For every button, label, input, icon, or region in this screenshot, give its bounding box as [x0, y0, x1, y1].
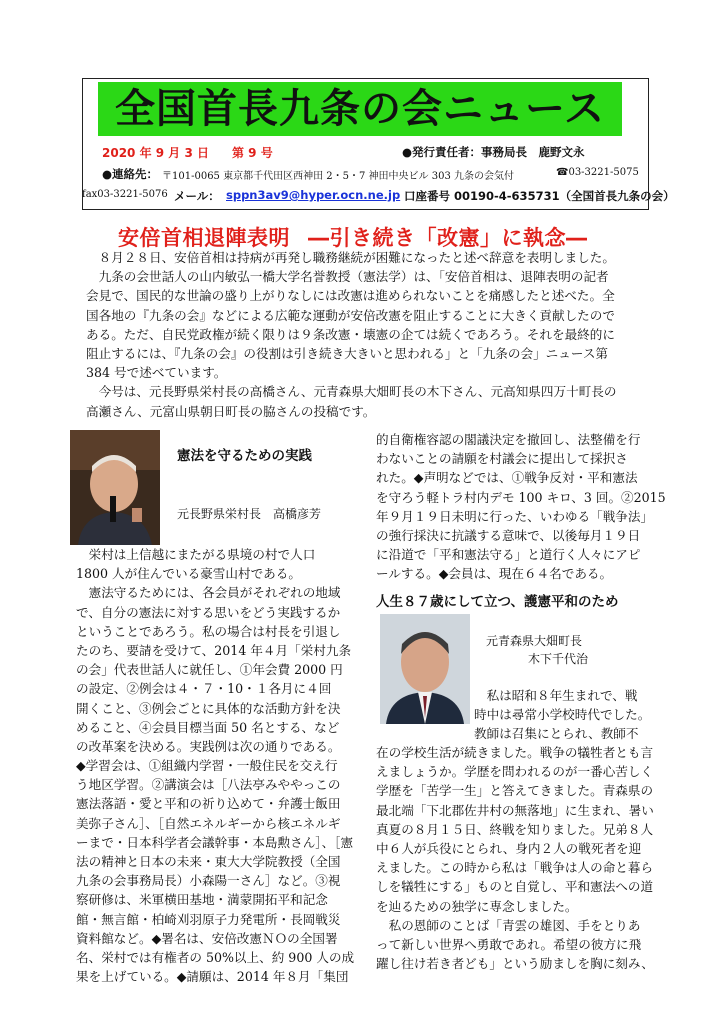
article2-title: 人生８７歳にして立つ、護憲平和のため	[376, 594, 619, 610]
intro-line: 会見で、国民的な世論の盛り上がりなしには改憲は進められないことを痛感したと述べた。全	[86, 288, 615, 304]
intro-line: 今号は、元長野県栄村長の高橋さん、元青森県大畑町長の木下さん、元高知県四万十町長の	[86, 384, 617, 400]
intro-paragraph	[86, 248, 616, 421]
article1-line: 的自衛権容認の閣議決定を撤回し、法整備を行	[376, 432, 641, 447]
intro-line: 国各地の『九条の会』などによる広範な運動が安倍改憲を阻止することに大きく貢献したので	[86, 307, 615, 323]
newsletter-title: 全国首長九条の会ニュース	[115, 86, 605, 132]
article1-line: う地区学習。②講演会は［八法亭みややっこの	[76, 777, 341, 793]
intro-line: ある。ただ、自民党政権が続く限りは９条改憲・壊憲の企ては続くであろう。それを最終的に	[86, 326, 615, 342]
article2-narrow-column	[474, 686, 650, 744]
article1-line: めること、④会員目標当面 50 名とする、など	[76, 719, 340, 735]
mail-label: メール：	[174, 189, 220, 203]
intro-line: 阻止するには、『九条の会』の役割は引き続き大きいと思われる」と「九条の会」ニュース第	[86, 345, 609, 361]
article1-line: 憲法落語・愛と平和の祈り込めて・弁護士飯田	[76, 796, 341, 812]
article1-line: に沿道で「平和憲法守る」と道行く人々にアピ	[376, 547, 641, 563]
article2-line: 在の学校生活が続きました。戦争の犠牲者とも言	[376, 745, 654, 760]
address: 〒101-0065 東京都千代田区西神田 2・5・7 神田中央ビル 303 九条の会気付	[162, 171, 514, 182]
article1-line: 憲法守るためには、各会員がそれぞれの地域	[76, 585, 341, 601]
article1-line: ーまで・日本科学者会議幹事・本島勲さん］、［憲	[76, 834, 354, 850]
article1-line: たのち、要請を受けて、2014 年４月「栄村九条	[76, 642, 352, 658]
email-link[interactable]: sppn3av9@hyper.ocn.ne.jp	[226, 188, 401, 202]
portrait-icon	[380, 614, 470, 724]
article2-line: 私は昭和８年生まれで、戦	[474, 688, 638, 703]
issue-date: 2020 年 9 月 3 日	[102, 146, 209, 160]
article1-line: 美弥子さん］、［自然エネルギーから核エネルギ	[76, 815, 341, 831]
intro-line: ８月２８日、安倍首相は持病が再発し職務継続が困難になったと述べ辞意を表明しました。	[86, 250, 615, 265]
publisher: ●発行責任者：事務局長 鹿野文永	[402, 145, 585, 159]
article1-line: 察研修は、米軍横田基地・満蒙開拓平和記念	[76, 892, 328, 908]
article1-author: 元長野県栄村長 高橋彦芳	[177, 507, 322, 521]
article2-line: 学歴を「苦学一生」と答えてきました。青森県の	[376, 783, 654, 799]
article1-line: 九条の会事務局長）小森陽一さん］など。③視	[76, 873, 341, 889]
article2-line: を辿るための独学に専念しました。	[376, 898, 578, 914]
article1-title: 憲法を守るための実践	[177, 448, 312, 464]
intro-line: 九条の会世話人の山内敏弘一橋大学名誉教授（憲法学）は、「安倍首相は、退陣表明の記者	[86, 269, 609, 285]
article2-line: えました。この時から私は「戦争は人の命と暮ら	[376, 860, 654, 876]
article2-line: 中６人が兵役にとられ、身内２人の戦死者を迎	[376, 840, 642, 856]
article2-line: 最北端「下北郡佐井村の無落地」に生まれ、暑い	[376, 802, 654, 818]
article1-line: ◆学習会は、①組織内学習・一般住民を交え行	[76, 758, 338, 774]
article2-line: 時中は尋常小学校時代でした。	[474, 707, 651, 723]
article1-line: ールする。◆会員は、現在６４名である。	[376, 566, 613, 582]
article1-line: で、自分の憲法に対する思いをどう実践するか	[76, 604, 341, 620]
issue-number: 第 9 号	[232, 146, 273, 160]
article1-line: の強行採決に抗議する意味で、以後毎月１９日	[376, 527, 641, 543]
article1-line: 開くこと、③例会ごとに具体的な活動方針を決	[76, 700, 341, 716]
article1-right-column	[376, 430, 666, 584]
headline-main: 安倍首相退陣表明	[118, 226, 290, 250]
article1-line: の改革案を決める。実践例は次の通りである。	[76, 738, 341, 754]
article1-line: 名、栄村では有権者の 50%以上、約 900 人の成	[76, 949, 355, 965]
contact-label: ●連絡先：	[102, 167, 159, 181]
article2-body	[376, 743, 654, 973]
intro-line: 高瀬さん、元富山県朝日町長の脇さんの投稿です。	[86, 403, 376, 419]
article2-line: 真夏の８月１５日、終戦を知りました。兄弟８人	[376, 821, 654, 837]
kinoshita-photo	[380, 614, 470, 724]
article1-line: わないことの請願を村議会に提出して採択さ	[376, 451, 628, 467]
article1-line: 法の精神と日本の未来・東大大学院教授（全国	[76, 854, 341, 869]
article1-line: 年９月１９日未明に行った、いわゆる「戦争法」	[376, 508, 654, 524]
article1-left-column	[76, 545, 354, 986]
phone: ☎03-3221-5075	[556, 167, 639, 178]
article2-line: えましょうか。学歴を問われるのが一番心苦しく	[376, 764, 654, 780]
article2-author-name: 木下千代治	[528, 652, 589, 666]
article1-line: 館・無言館・柏崎刈羽原子力発電所・長岡戦災	[76, 911, 341, 927]
takahashi-photo	[70, 430, 160, 545]
article2-line: って新しい世界へ勇敢であれ。希望の彼方に飛	[376, 936, 642, 952]
article1-line: 1800 人が住んでいる豪雪山村である。	[76, 566, 301, 582]
article2-line: しを犠牲にする」ものと自覚し、平和憲法への道	[376, 879, 654, 895]
article2-line: 私の恩師のことば「青雲の雄図、手をとりあ	[376, 917, 641, 933]
article2-author-title: 元青森県大畑町長	[486, 634, 583, 648]
article2-line: 教師は召集にとられ、教師不	[474, 726, 639, 742]
article1-line: ということであろう。私の場合は村長を引退し	[76, 623, 341, 639]
article2-line: 躍し往け若き者ども」という励ましを胸に刻み、	[376, 956, 654, 972]
article1-line: の設定、②例会は４・７・10・１各月に４回	[76, 681, 332, 697]
intro-line: 384 号で述べています。	[86, 365, 227, 381]
article1-line: 果を上げている。◆請願は、2014 年８月「集団	[76, 969, 349, 985]
article1-line: 栄村は上信越にまたがる県境の村で人口	[76, 547, 316, 562]
article1-line: 資料館など。◆署名は、安倍改憲ＮＯの全国署	[76, 930, 338, 946]
bank-account: 口座番号 00190-4-635731（全国首長九条の会）	[404, 189, 675, 203]
article1-line: を守ろう軽トラ村内デモ 100 キロ、3 回。②2015	[376, 489, 666, 505]
fax: fax03-3221-5076	[82, 189, 168, 200]
article1-line: れた。◆声明などでは、①戦争反対・平和憲法	[376, 470, 638, 486]
headline-sub: ―引き続き「改憲」に執念―	[308, 226, 588, 250]
portrait-icon	[70, 430, 160, 545]
article1-line: の会」代表世話人に就任し、①年会費 2000 円	[76, 662, 343, 678]
